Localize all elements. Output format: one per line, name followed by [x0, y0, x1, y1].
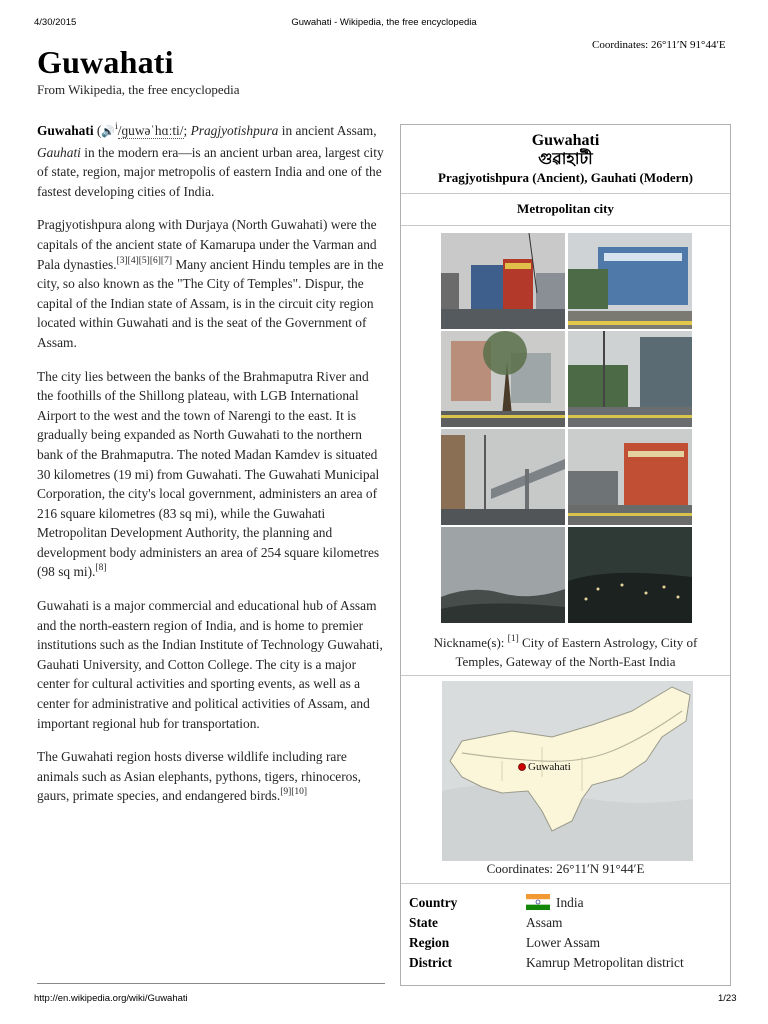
- lead-paragraph: [37, 121, 387, 201]
- fact-key: Country: [409, 895, 458, 910]
- photo-mall-building[interactable]: [568, 233, 692, 329]
- infobox-divider: [401, 193, 730, 194]
- article-body: [37, 121, 387, 820]
- lead-sep: ;: [183, 123, 191, 138]
- infobox-divider: [401, 883, 730, 884]
- paragraph-economy: Guwahati is a major commercial and educational hub of Assam and the north-eastern region of India, and is home to premier institutions such as the Indian Institute of Technology Guwahati, Gauhati University, and Cotton College. The city is a major center for cultural activities and sporting events, as well as a center for administrative and political activities of Assam, and important regional hub for transportation.: [37, 598, 383, 731]
- infobox: [400, 124, 731, 986]
- lead-text-1: in ancient Assam,: [278, 123, 377, 138]
- para5-refs[interactable]: [9][10]: [280, 787, 308, 798]
- infobox-alt-names: Pragjyotishpura (Ancient), Gauhati (Modern): [438, 170, 693, 185]
- para3-refs[interactable]: [8]: [95, 563, 107, 574]
- photo-junction[interactable]: [568, 429, 692, 525]
- lead-text-2: in the modern era—is an ancient urban area, largest city of state, region, major metropolis of eastern India and one of the fastest developing cities of India.: [37, 144, 384, 199]
- infobox-facts-table: [409, 893, 722, 973]
- para2-text-2: Many ancient Hindu temples are in the city, so also known as the "The City of Temples". Dispur, the capital of the Indian state of Assam, is in the circuit city region located within Guwahati and is the seat of the Government of Assam.: [37, 256, 384, 350]
- print-page-number: 1/23: [718, 993, 737, 1004]
- photo-montage[interactable]: [441, 233, 692, 623]
- para2-text-1: Pragjyotishpura along with Durjaya (North Guwahati) were the capitals of the ancient state of Kamarupa under the Varman and Pala dynasties.: [37, 217, 377, 272]
- fact-row-region: [409, 933, 722, 953]
- fact-key: State: [409, 915, 439, 930]
- page-title: Guwahati: [37, 44, 174, 80]
- fact-row-district: [409, 953, 722, 973]
- paragraph-wildlife: [37, 747, 387, 806]
- infobox-nickname: [411, 633, 720, 671]
- speaker-icon[interactable]: 🔊: [101, 126, 116, 138]
- nickname-value: City of Eastern Astrology, City of Temples, Gateway of the North-East India: [455, 635, 698, 669]
- fact-key: Region: [409, 935, 450, 950]
- fact-value[interactable]: Kamrup Metropolitan district: [526, 955, 684, 970]
- para2-refs[interactable]: [3][4][5][6][7]: [116, 255, 172, 266]
- pron-sup[interactable]: i: [115, 122, 118, 132]
- para3-text-1: The city lies between the banks of the Brahmaputra River and the foothills of the Shillong plateau, with LGB International Airport to the west and the town of Narengi to the east. It is gradually being expanded as North Guwahati to the northern bank of the Brahmaputra. The noted Madan Kamdev is situated 30 kilometres (19 mi) from Guwahati. The Guwahati Municipal Corporation, the city's local government, administers an area of 216 square kilometres (83 sq mi), while the Guwahati Metropolitan Development Authority, the planning and development body administers an area of 254 square kilometres (98 sq mi).: [37, 368, 380, 580]
- infobox-type: Metropolitan city: [517, 201, 614, 216]
- fact-key: District: [409, 955, 453, 970]
- paragraph-geography: [37, 367, 387, 583]
- ipa-pronunciation[interactable]: /ɡuwəˈhɑːti/: [117, 123, 184, 138]
- photo-night-skyline[interactable]: [568, 527, 692, 623]
- infobox-native-name: গুৱাহাটী: [538, 149, 593, 168]
- photo-foggy-hills[interactable]: [441, 527, 565, 623]
- pron-open: (: [96, 123, 102, 138]
- paragraph-history: [37, 215, 387, 352]
- map-coordinates[interactable]: Coordinates: 26°11′N 91°44′E: [486, 861, 645, 876]
- photo-tree-street[interactable]: [441, 331, 565, 427]
- lead-name: Guwahati: [37, 123, 94, 138]
- fact-row-country: [409, 893, 722, 913]
- modern-name: Gauhati: [37, 144, 81, 160]
- nickname-ref[interactable]: [1]: [507, 634, 519, 644]
- infobox-title: Guwahati: [531, 132, 600, 149]
- article-divider: [37, 983, 385, 984]
- fact-value[interactable]: Lower Assam: [526, 935, 601, 950]
- print-date: 4/30/2015: [34, 17, 77, 28]
- infobox-divider: [401, 675, 730, 676]
- fact-value[interactable]: Assam: [526, 915, 563, 930]
- nickname-label: Nickname(s):: [433, 635, 508, 650]
- print-page-title: Guwahati - Wikipedia, the free encyclopedia: [291, 17, 477, 28]
- alt-name: Pragjyotishpura: [190, 123, 279, 138]
- fact-value[interactable]: India: [556, 895, 584, 910]
- print-url[interactable]: http://en.wikipedia.org/wiki/Guwahati: [34, 993, 188, 1004]
- coordinates-top[interactable]: Coordinates: 26°11′N 91°44′E: [592, 39, 726, 51]
- para5-text-1: The Guwahati region hosts diverse wildlife including rare animals such as Asian elephants, pythons, tigers, rhinoceros, gaurs, primate species, and endangered birds.: [37, 749, 361, 804]
- locator-map[interactable]: [442, 681, 693, 861]
- india-flag-icon: [526, 894, 550, 910]
- photo-glass-office[interactable]: [568, 331, 692, 427]
- photo-flyover[interactable]: [441, 429, 565, 525]
- fact-row-state: [409, 913, 722, 933]
- infobox-divider: [401, 225, 730, 226]
- photo-street-buildings[interactable]: [441, 233, 565, 329]
- page-subtitle: From Wikipedia, the free encyclopedia: [37, 82, 240, 97]
- map-marker-label: Guwahati: [528, 761, 571, 773]
